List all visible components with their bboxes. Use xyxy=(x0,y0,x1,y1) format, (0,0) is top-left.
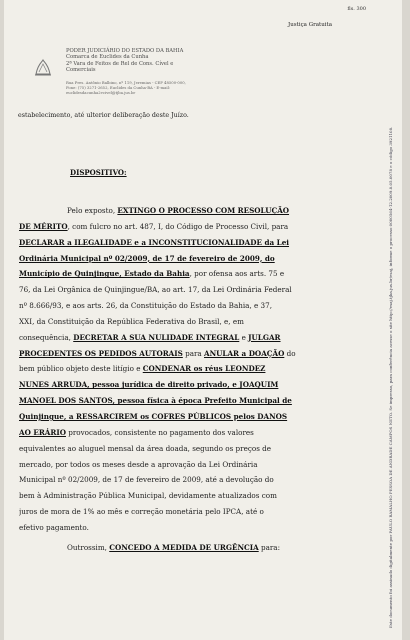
text-line xyxy=(19,409,361,425)
text-run: consequência, xyxy=(19,332,74,342)
text-line xyxy=(19,377,361,393)
text-line xyxy=(19,298,361,314)
text-line xyxy=(19,520,361,536)
court-seal-icon xyxy=(32,58,54,78)
text-run: equivalentes ao aluguel mensal da área doada, segundo os preços de xyxy=(19,443,272,453)
text-run: , por ofensa aos arts. 75 e xyxy=(189,269,285,279)
emphasized-text: NUNES ARRUDA, pessoa jurídica de direito privado, e JOAQUIM xyxy=(19,380,279,390)
header-line-2: Comarca de Euclides da Cunha xyxy=(66,54,149,61)
text-line xyxy=(19,504,361,520)
text-line xyxy=(19,457,361,473)
text-run: Municipal nº 02/2009, de 17 de fevereiro de 2009, até a devolução do xyxy=(19,475,274,485)
text-line xyxy=(19,393,361,409)
text-line xyxy=(19,488,361,504)
text-run: provocados, consistente no pagamento dos valores xyxy=(65,427,254,437)
court-header xyxy=(66,48,266,74)
emphasized-text: DE MÉRITO xyxy=(19,221,68,231)
text-line xyxy=(19,235,361,251)
text-run: 76, da Lei Orgânica de Quinjingue/BA, ao art. 17, da Lei Ordinária Federal xyxy=(19,285,292,295)
text-run: juros de mora de 1% ao mês e correção monetária pelo IPCA, até o xyxy=(19,507,264,517)
emphasized-text: Município de Quinjingue, Estado da Bahia xyxy=(19,269,190,279)
emphasized-text: CONCEDO A MEDIDA DE URGÊNCIA xyxy=(109,542,259,552)
emphasized-text: EXTINGO O PROCESSO COM RESOLUÇÃO xyxy=(117,206,290,215)
header-line-4: Comerciais xyxy=(66,67,96,74)
intro-line: estabelecimento, até ulterior deliberação deste Juízo. xyxy=(18,112,189,119)
text-run: nº 8.666/93, e aos arts. 26, da Constituição do Estado da Bahia, e 37, xyxy=(19,301,272,311)
text-line xyxy=(19,314,361,330)
text-run: Pelo exposto, xyxy=(67,206,118,215)
text-line xyxy=(19,219,361,235)
emphasized-text: DECRETAR A SUA NULIDADE INTEGRAL xyxy=(73,332,240,342)
header-line-3: 2ª Vara de Feitos de Rel de Cons. Cível e xyxy=(66,60,174,67)
text-line xyxy=(19,361,361,377)
text-line xyxy=(19,540,361,556)
verdict-text xyxy=(19,203,361,556)
emphasized-text: ANULAR a DOAÇÃO xyxy=(204,348,285,358)
text-run: , com fulcro no art. 487, I, do Código de Processo Civil, para xyxy=(67,221,289,231)
digital-signature-note xyxy=(386,126,402,633)
page-number: fls. 300 xyxy=(347,6,366,12)
address-line-1: Rua Pres. Antônio Balbino, nº 119, Jeremias - CEP 48500-000, xyxy=(66,80,186,85)
text-run: do xyxy=(284,348,296,358)
address-line-3: euclidesdacunha2vcivel@tjba.jus.br xyxy=(66,89,136,95)
text-run: mercado, por todos os meses desde a aprovação da Lei Ordinária xyxy=(19,459,258,469)
text-line xyxy=(19,203,361,219)
text-line xyxy=(19,472,361,488)
text-line xyxy=(19,441,361,457)
emphasized-text: Ordinária Municipal nº 02/2009, de 17 de fevereiro de 2009, do xyxy=(19,253,275,263)
text-run: para: xyxy=(258,542,281,552)
document-page xyxy=(4,0,402,640)
emphasized-text: MANOEL DOS SANTOS, pessoa física à época Prefeito Municipal de xyxy=(19,396,292,406)
text-line xyxy=(19,330,361,346)
paragraph-1 xyxy=(19,203,361,536)
emphasized-text: AO ERÁRIO xyxy=(19,427,66,437)
section-heading: DISPOSITIVO: xyxy=(70,168,127,177)
text-line xyxy=(19,282,361,298)
emphasized-text: PROCEDENTES OS PEDIDOS AUTORAIS xyxy=(19,348,183,358)
paragraph-2 xyxy=(19,540,361,556)
text-run: para xyxy=(182,348,205,358)
text-line xyxy=(19,266,361,282)
emphasized-text: DECLARAR a ILEGALIDADE e a INCONSTITUCIONALIDADE da Lei xyxy=(19,237,290,247)
text-run: bem à Administração Pública Municipal, devidamente atualizados com xyxy=(19,491,277,501)
text-line xyxy=(19,425,361,441)
text-line xyxy=(19,251,361,267)
court-address xyxy=(66,81,266,95)
text-run: Outrossim, xyxy=(67,542,110,552)
header-line-1: PODER JUDICIÁRIO DO ESTADO DA BAHIA xyxy=(66,48,184,54)
text-run: bem público objeto deste litígio e xyxy=(19,364,143,374)
emphasized-text: Quinjingue, a RESSARCIREM os COFRES PÚBLICOS pelos DANOS xyxy=(19,411,288,421)
emphasized-text: CONDENAR os réus LEONDEZ xyxy=(142,364,266,374)
text-line xyxy=(19,346,361,362)
text-run: XXI, da Constituição da República Federativa do Brasil, e, em xyxy=(19,316,244,326)
text-run: e xyxy=(239,332,249,342)
address-line-2: Fone: (75) 3271-2652, Euclides da Cunha-BA - E-mail: xyxy=(66,84,171,90)
signature-note-text: Este documento foi assinado digitalmente por PAULO RAMALHO PESSOA DE ANDRADE CAMPOS NETO. Se impresso, para conferência acesse o site http://esaj.tjba.jus.br/esaj, informe o processo 0000564-12.2009.8.05.0078 e o código 3921108. xyxy=(388,126,393,628)
text-run: efetivo pagamento. xyxy=(19,522,89,532)
emphasized-text: JULGAR xyxy=(248,332,281,342)
justica-gratuita-label: Justiça Gratuita xyxy=(288,22,332,28)
